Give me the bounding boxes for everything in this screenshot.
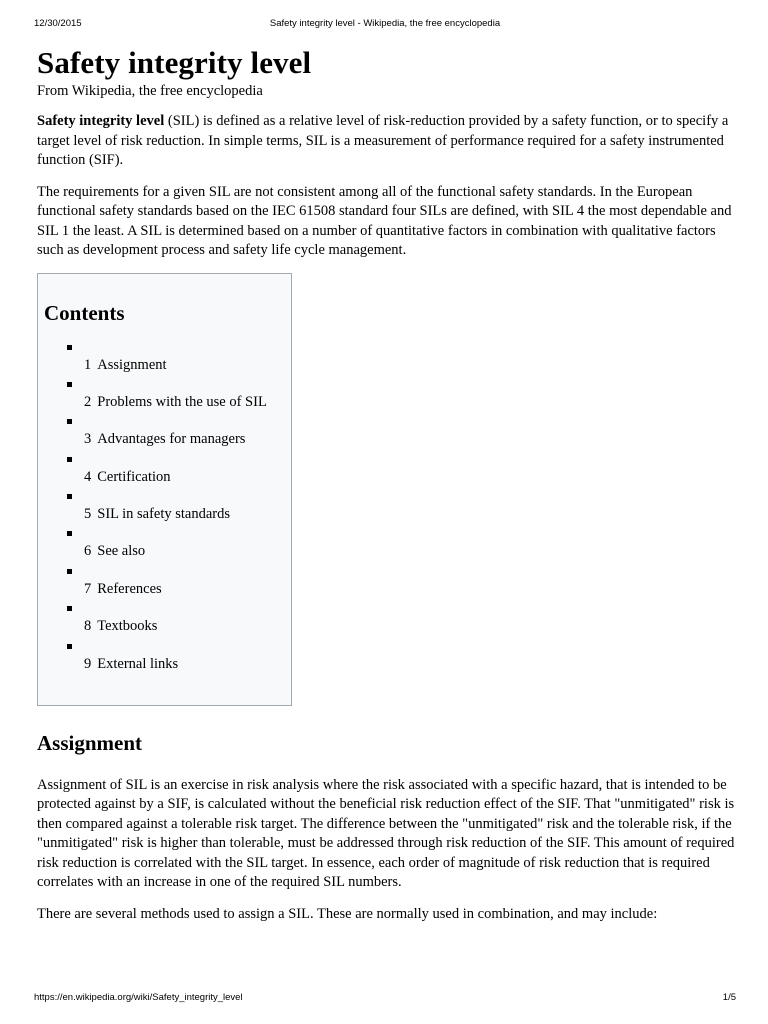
requirements-paragraph: The requirements for a given SIL are not consistent among all of the functional safety standards. In the European functional safety standards based on the IEC 61508 standard four SILs are defined, with SIL 4 the most dependable and SIL 1 the least. A SIL is determined based on a number of quantitative factors in combination with qualitative factors such as development process and safety life cycle management. [37, 183, 732, 258]
bullet-icon [67, 457, 72, 462]
toc-item[interactable] [44, 528, 291, 565]
article-content [37, 44, 737, 936]
toc-link[interactable] [84, 505, 230, 523]
toc-number: 4 [84, 468, 92, 485]
intro-paragraph [37, 112, 737, 171]
toc-link[interactable] [84, 655, 178, 673]
bullet-icon [67, 419, 72, 424]
bullet-icon [67, 606, 72, 611]
print-page-number: 1/5 [722, 992, 736, 1003]
bullet-icon [67, 345, 72, 350]
bullet-icon [67, 569, 72, 574]
toc-link[interactable] [84, 393, 267, 411]
toc-label: External links [97, 655, 179, 672]
toc-link[interactable] [84, 542, 145, 560]
toc-title: Contents [44, 300, 125, 325]
toc-number: 9 [84, 655, 92, 672]
toc-item[interactable] [44, 342, 291, 379]
table-of-contents [37, 273, 292, 706]
toc-link[interactable] [84, 430, 245, 448]
toc-item[interactable] [44, 454, 291, 491]
toc-item[interactable] [44, 416, 291, 453]
toc-label: Assignment [97, 356, 167, 373]
site-tagline: From Wikipedia, the free encyclopedia [37, 83, 263, 99]
print-url: https://en.wikipedia.org/wiki/Safety_integrity_level [34, 992, 243, 1003]
toc-number: 7 [84, 580, 92, 597]
toc-number: 1 [84, 356, 92, 373]
toc-label: Problems with the use of SIL [97, 393, 267, 410]
intro-text: (SIL) is defined as a relative level of risk-reduction provided by a safety function, or to specify a target level of risk reduction. In simple terms, SIL is a measurement of performance required for a safety instrumented function (SIF). [37, 113, 729, 168]
toc-number: 5 [84, 506, 92, 523]
toc-number: 6 [84, 543, 92, 560]
toc-label: Textbooks [97, 618, 158, 635]
page-title: Safety integrity level [37, 45, 312, 80]
toc-item[interactable] [44, 566, 291, 603]
section-heading-assignment: Assignment [37, 730, 143, 755]
bullet-icon [67, 494, 72, 499]
toc-label: See also [97, 543, 146, 560]
toc-item[interactable] [44, 379, 291, 416]
toc-number: 2 [84, 393, 92, 410]
bullet-icon [67, 382, 72, 387]
toc-link[interactable] [84, 617, 157, 635]
bullet-icon [67, 531, 72, 536]
toc-number: 8 [84, 618, 92, 635]
toc-label: Advantages for managers [97, 431, 246, 448]
toc-label: References [97, 580, 162, 597]
print-page-title: Safety integrity level - Wikipedia, the free encyclopedia [269, 18, 501, 29]
toc-item[interactable] [44, 491, 291, 528]
bullet-icon [67, 644, 72, 649]
print-header [34, 18, 736, 29]
toc-link[interactable] [84, 468, 171, 486]
print-footer [34, 992, 736, 1003]
toc-label: Certification [97, 468, 171, 485]
toc-link[interactable] [84, 580, 162, 598]
print-date: 12/30/2015 [34, 18, 82, 29]
toc-item[interactable] [44, 603, 291, 640]
assignment-paragraph: Assignment of SIL is an exercise in risk analysis where the risk associated with a specific hazard, that is intended to be protected against by a SIF, is calculated without the beneficial risk reduction effect of the SIF. That "unmitigated" risk is then compared against a tolerable risk target. The difference between the "unmitigated" risk and the tolerable risk, if the "unmitigated" risk is higher than tolerable, must be addressed through risk reduction of the SIF. This amount of required risk reduction is correlated with the SIL target. In essence, each order of magnitude of risk reduction that is required correlates with an increase in one of the required SIL numbers. [37, 776, 735, 890]
toc-link[interactable] [84, 356, 167, 374]
methods-paragraph: There are several methods used to assign a SIL. These are normally used in combination, and may include: [37, 905, 658, 922]
intro-bold-term: Safety integrity level [37, 113, 165, 129]
toc-label: SIL in safety standards [97, 506, 231, 523]
toc-list [44, 342, 291, 679]
toc-number: 3 [84, 431, 92, 448]
toc-item[interactable] [44, 641, 291, 678]
